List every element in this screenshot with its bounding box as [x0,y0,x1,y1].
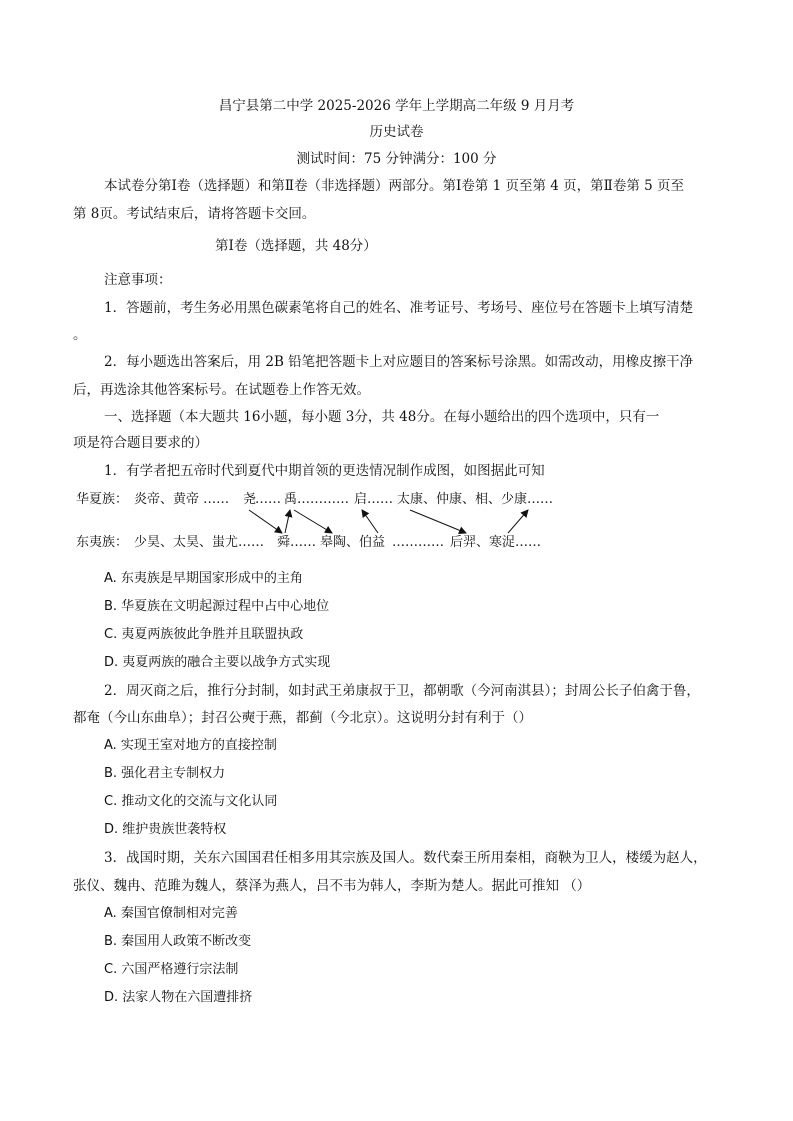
huaxia-taikang: 太康、仲康、相、少康…… [397,492,554,507]
section-1-line-1: 一、选择题（本大题共 16小题，每小题 3分，共 48分。在每小题给出的四个选项中，只有一 [104,409,660,425]
huaxia-dots-a: …… [255,492,281,507]
q1-option-d[interactable]: D. 夷夏两族的融合主要以战争方式实现 [104,655,331,670]
q2-stem-line-1: 2．周灭商之后，推行分封制，如封武王弟康叔于卫，都朝歌（今河南淇县）；封周公长子伯禽于鲁， [104,683,700,699]
q2-stem-line-2: 都奄（今山东曲阜）；封召公奭于燕，都蓟（今北京）。这说明分封有利于（） [73,710,532,726]
q3-option-d[interactable]: D. 法家人物在六国遭排挤 [104,990,253,1005]
q2-option-b[interactable]: B. 强化君主专制权力 [104,766,226,781]
exam-subject: 历史试卷 [369,124,424,140]
dongyi-label: 东夷族： [76,535,129,550]
q3-stem-line-2: 张仪、魏冉、范雎为魏人，蔡泽为燕人，吕不韦为韩人，李斯为楚人。据此可推知 （） [73,878,591,894]
q3-stem-line-1: 3．战国时期，关东六国国君任相多用其宗族及国人。数代秦王所用秦相，商鞅为卫人，楼缓为赵人， [104,850,707,866]
q2-option-a[interactable]: A. 实现王室对地方的直接控制 [104,738,277,753]
arrow-shun-to-yu [285,510,290,533]
huaxia-yu: 禹 [284,492,298,507]
huaxia-qi: 启 [354,492,368,507]
q3-option-c[interactable]: C. 六国严格遵行宗法制 [104,962,239,977]
note-1-line-1: 1．答题前，考生务必用黑色碳素笔将自己的姓名、准考证号、考场号、座位号在答题卡上填写清楚 [104,300,694,316]
dongyi-dots-d: …… [290,535,316,550]
dongyi-shun: 舜 [277,535,291,550]
huaxia-dots-c: …… [367,492,393,507]
note-2-line-1: 2．每小题选出答案后，用 2B 铅笔把答题卡上对应题目的答案标号涂黑。如需改动，用橡皮擦干净 [104,354,694,370]
q1-stem: 1．有学者把五帝时代到夏代中期首领的更迭情况制作成图，如图据此可知 [104,463,545,479]
dongyi-dots-e: ………… [392,535,444,550]
dongyi-gaotao: 皋陶、伯益 [320,535,386,550]
q3-option-b[interactable]: B. 秦国用人政策不断改变 [104,934,252,949]
arrow-yao-to-shun [249,510,282,533]
exam-title: 昌宁县第二中学 2025-2026 学年上学期高二年级 9 月月考 [218,98,575,114]
part1-title: 第Ⅰ卷（选择题，共 48分） [215,238,377,254]
arrow-taikang-to-houyi [410,510,466,533]
note-1-line-2: 。 [73,327,87,343]
arrow-boyi-to-qi [362,510,378,533]
huaxia-dots-b: ………… [297,492,349,507]
huaxia-label: 华夏族： [76,492,129,507]
q2-option-c[interactable]: C. 推动文化的交流与文化认同 [104,794,278,809]
q2-option-d[interactable]: D. 维护贵族世袭特权 [104,822,227,837]
q1-option-a[interactable]: A. 东夷族是早期国家形成中的主角 [104,571,303,586]
section-1-line-2: 项是符合题目要求的） [73,435,208,451]
notes-heading: 注意事项： [104,272,172,288]
huaxia-yao: 尧 [243,492,257,507]
dongyi-shaohao: 少昊、太昊、蚩尤…… [134,535,265,550]
intro-line-2: 第 8页。考试结束后，请将答题卡交回。 [73,206,316,222]
arrow-hanzhuo-to-shaokang [508,510,528,533]
intro-line-1: 本试卷分第Ⅰ卷（选择题）和第Ⅱ卷（非选择题）两部分。第Ⅰ卷第 1 页至第 4 页，第Ⅱ卷第 5 页至 [104,178,685,194]
dongyi-houyi: 后羿、寒浞…… [450,535,542,550]
note-2-line-2: 后，再选涂其他答案标号。在试题卷上作答无效。 [73,382,370,398]
exam-time-score: 测试时间：75 分钟满分：100 分 [296,151,497,167]
arrow-yu-to-gaotao [294,510,332,533]
q1-option-c[interactable]: C. 夷夏两族彼此争胜并且联盟执政 [104,627,304,642]
q1-option-b[interactable]: B. 华夏族在文明起源过程中占中心地位 [104,599,330,614]
huaxia-yandi-huangdi: 炎帝、黄帝 …… [134,492,230,507]
q3-option-a[interactable]: A. 秦国官僚制相对完善 [104,906,238,921]
